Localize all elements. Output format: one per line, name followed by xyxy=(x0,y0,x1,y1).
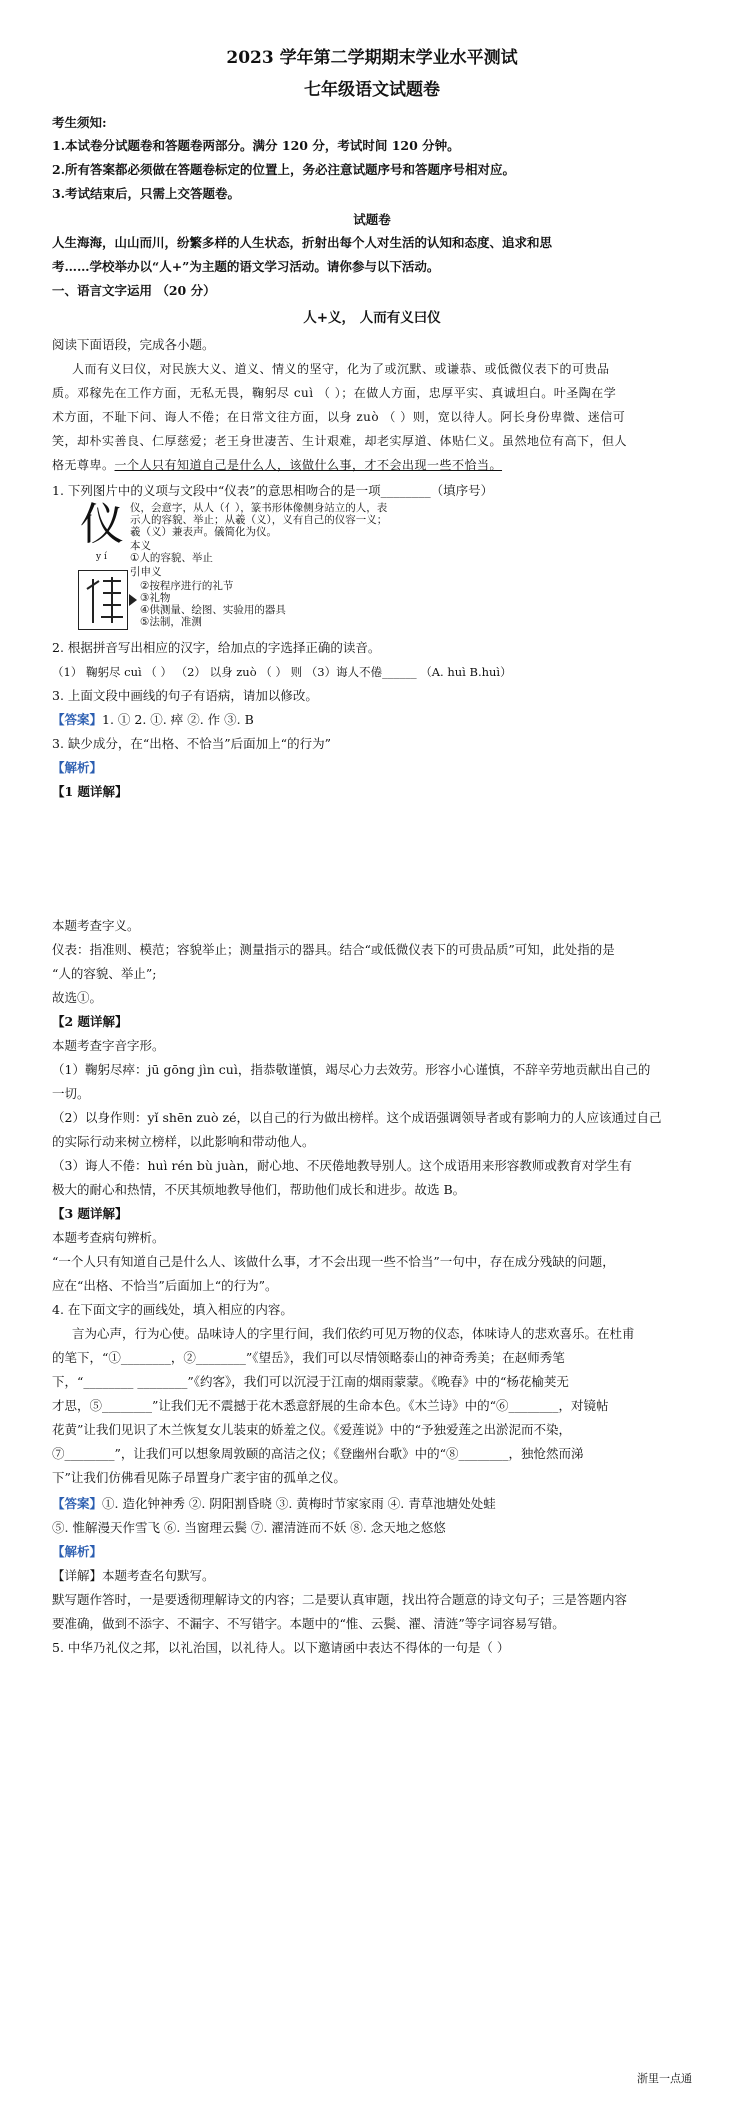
dict-seal-box xyxy=(78,570,128,630)
notice-item: 2.所有答案都必须做在答题卷标定的位置上，务必注意试题序号和答题序号相对应。 xyxy=(52,162,516,177)
read-prompt: 阅读下面语段，完成各小题。 xyxy=(52,337,215,352)
answer-label: 【答案】 xyxy=(52,712,103,727)
body-line: “人的容貌、举止”; xyxy=(52,966,157,981)
body-line: 本题考查病句辨析。 xyxy=(52,1230,165,1245)
passage-line: 人而有义曰仪，对民族大义、道义、情义的坚守，化为了或沉默、或谦恭、或低微仪表下的可贵品 xyxy=(72,362,610,376)
body-line: 要准确，做到不添字、不漏字、不写错字。本题中的“惟、云鬓、濯、清涟”等字词容易写错。 xyxy=(52,1616,565,1631)
seal-character-icon xyxy=(79,571,127,629)
dict-line: 仪，会意字，从人（亻），篆书形体像侧身站立的人，表 xyxy=(130,502,388,514)
body-line: “一个人只有知道自己是什么人、该做什么事，才不会出现一些不恰当”一句中，存在成分残缺的问题， xyxy=(52,1254,615,1269)
dict-line: 羲（义）兼表声。儀简化为仪。 xyxy=(130,526,277,538)
dict-line: ⑤法制，准测 xyxy=(140,616,202,628)
body-line: 的实际行动来树立榜样，以此影响和带动他人。 xyxy=(52,1134,315,1149)
dict-line: ④供测量、绘图、实验用的器具 xyxy=(140,604,286,616)
q4-line: ⑦________”，让我们可以想象周敦颐的高洁之仪；《登幽州台歌》中的“⑧________，独怆然而涕 xyxy=(52,1446,584,1461)
notice-item: 1.本试卷分试题卷和答题卷两部分。满分 120 分，考试时间 120 分钟。 xyxy=(52,138,460,153)
passage-line: 质。邓稼先在工作方面，无私无畏，鞠躬尽 cuì （ ）；在做人方面，忠厚平实、真诚坦白。叶圣陶在学 xyxy=(52,386,617,400)
body-line: （1）鞠躬尽瘁：jū gōng jìn cuì，指恭敬谨慎，竭尽心力去效劳。形容小心谨慎，不辞辛劳地贡献出自己的 xyxy=(52,1062,651,1077)
body-line: 仪表：指准则、模范；容貌举止；测量指示的器具。结合“或低微仪表下的可贵品质”可知，此处指的是 xyxy=(52,942,615,957)
detail-label: 【3 题详解】 xyxy=(52,1206,128,1221)
analysis-label: 【解析】 xyxy=(52,760,103,775)
body-line: 极大的耐心和热情，不厌其烦地教导他们，帮助他们成长和进步。故选 B。 xyxy=(52,1182,466,1197)
passage-text: 格无尊卑。 xyxy=(52,458,115,472)
q4-line: 才思，⑤________”让我们无不震撼于花木悉意舒展的生命本色。《木兰诗》中的“⑥________，对镜帖 xyxy=(52,1398,609,1413)
answer-label: 【答案】 xyxy=(52,1496,103,1511)
detail-label: 【详解】本题考查名句默写。 xyxy=(52,1568,215,1583)
dict-arrow-icon xyxy=(129,594,137,606)
footer-brand: 浙里一点通 xyxy=(637,2072,692,2085)
question-5: 5. 中华乃礼仪之邦，以礼治国，以礼待人。以下邀请函中表达不得体的一句是（ ） xyxy=(52,1640,510,1655)
q4-line: 下”让我们仿佛看见陈子昂置身广袤宇宙的孤单之仪。 xyxy=(52,1470,346,1485)
body-line: 应在“出格、不恰当”后面加上“的行为”。 xyxy=(52,1278,278,1293)
part-heading: 一、语言文字运用 （20 分） xyxy=(52,283,216,298)
body-line: 故选①。 xyxy=(52,990,103,1005)
body-line: 本题考查字音字形。 xyxy=(52,1038,165,1053)
dict-line: ①人的容貌、举止 xyxy=(130,552,213,564)
question-2-items: （1） 鞠躬尽 cuì （ ） （2） 以身 zuò （ ） 则 （3）诲人不倦______ （A. huì B.huì） xyxy=(52,665,512,679)
exam-subtitle: 七年级语文试题卷 xyxy=(304,80,440,100)
question-2: 2. 根据拼音写出相应的汉字，给加点的字选择正确的读音。 xyxy=(52,640,381,655)
answer-text: 1. ① 2. ①. 瘁 ②. 作 ③. B xyxy=(102,712,254,727)
body-line: 本题考查字义。 xyxy=(52,918,140,933)
passage-line: 术方面，不耻下问、诲人不倦；在日常文往方面，以身 zuò （ ）则，宽以待人。阿长身份卑微、迷信可 xyxy=(52,410,626,424)
dict-line: 本义 xyxy=(130,540,151,552)
q4-line: 言为心声，行为心使。品味诗人的字里行间，我们依约可见万物的仪态，体味诗人的悲欢喜乐。在杜甫 xyxy=(72,1326,635,1341)
q4-line: 下，“________ ________”《约客》，我们可以沉浸于江南的烟雨蒙蒙。《晚春》中的“杨花榆荚无 xyxy=(52,1374,569,1389)
detail-label: 【1 题详解】 xyxy=(52,784,128,799)
notice-heading: 考生须知: xyxy=(52,115,107,130)
answer-line: 3. 缺少成分，在“出格、不恰当”后面加上“的行为” xyxy=(52,736,331,751)
answer-line: ⑤. 惟解漫天作雪飞 ⑥. 当窗理云鬓 ⑦. 濯清涟而不妖 ⑧. 念天地之悠悠 xyxy=(52,1520,446,1535)
question-1: 1. 下列图片中的义项与文段中“仪表”的意思相吻合的是一项________（填序号） xyxy=(52,483,494,498)
section-title: 试题卷 xyxy=(353,212,391,227)
body-line: （2）以身作则：yǐ shēn zuò zé，以自己的行为做出榜样。这个成语强调领导者或有影响力的人应该通过自己 xyxy=(52,1110,662,1125)
answer-row xyxy=(52,712,254,728)
body-line: （3）诲人不倦：huì rén bù juàn，耐心地、不厌倦地教导别人。这个成语用来形容教师或教育对学生有 xyxy=(52,1158,632,1173)
exam-title: 2023 学年第二学期期末学业水平测试 xyxy=(226,48,518,68)
q4-line: 花黄”让我们见识了木兰恢复女儿装束的娇羞之仪。《爱莲说》中的“予独爱莲之出淤泥而不染， xyxy=(52,1422,572,1437)
q4-line: 的笔下，“①________，②________”《望岳》，我们可以尽情领略泰山的神奇秀美；在赵师秀笔 xyxy=(52,1350,565,1365)
detail-label: 【2 题详解】 xyxy=(52,1014,128,1029)
passage-line xyxy=(52,457,502,473)
answer-row xyxy=(52,1496,496,1512)
dict-line: 引申义 xyxy=(130,566,162,578)
question-4: 4. 在下面文字的画线处，填入相应的内容。 xyxy=(52,1302,293,1317)
body-line: 一切。 xyxy=(52,1086,90,1101)
dict-line: ③礼物 xyxy=(140,592,171,604)
intro-line: 考……学校举办以“人+”为主题的语文学习活动。请你参与以下活动。 xyxy=(52,259,440,274)
dict-char: 仪 xyxy=(80,499,124,550)
passage-title: 人+义， 人而有义曰仪 xyxy=(303,310,441,326)
dict-line: ②按程序进行的礼节 xyxy=(140,580,234,592)
dict-pinyin: y í xyxy=(96,552,107,562)
body-line: 默写题作答时，一是要透彻理解诗文的内容；二是要认真审题，找出符合题意的诗文句子；三是答题内容 xyxy=(52,1592,628,1607)
intro-line: 人生海海，山山而川，纷繁多样的人生状态，折射出每个人对生活的认知和态度、追求和思 xyxy=(52,235,553,250)
underlined-sentence: 一个人只有知道自己是什么人，该做什么事，才不会出现一些不恰当。 xyxy=(114,458,503,472)
dict-line: 示人的容貌、举止；从羲（义），义有自己的仪容一义； xyxy=(130,514,388,526)
passage-line: 笑，却朴实善良、仁厚慈爱；老王身世凄苦、生计艰难，却老实厚道、体贴仁义。虽然地位有高下，但人 xyxy=(52,434,628,448)
answer-text: ①. 造化钟神秀 ②. 阴阳割昏晓 ③. 黄梅时节家家雨 ④. 青草池塘处处蛙 xyxy=(102,1496,496,1511)
question-3: 3. 上面文段中画线的句子有语病，请加以修改。 xyxy=(52,688,318,703)
notice-item: 3.考试结束后，只需上交答题卷。 xyxy=(52,186,241,201)
analysis-label: 【解析】 xyxy=(52,1544,103,1559)
